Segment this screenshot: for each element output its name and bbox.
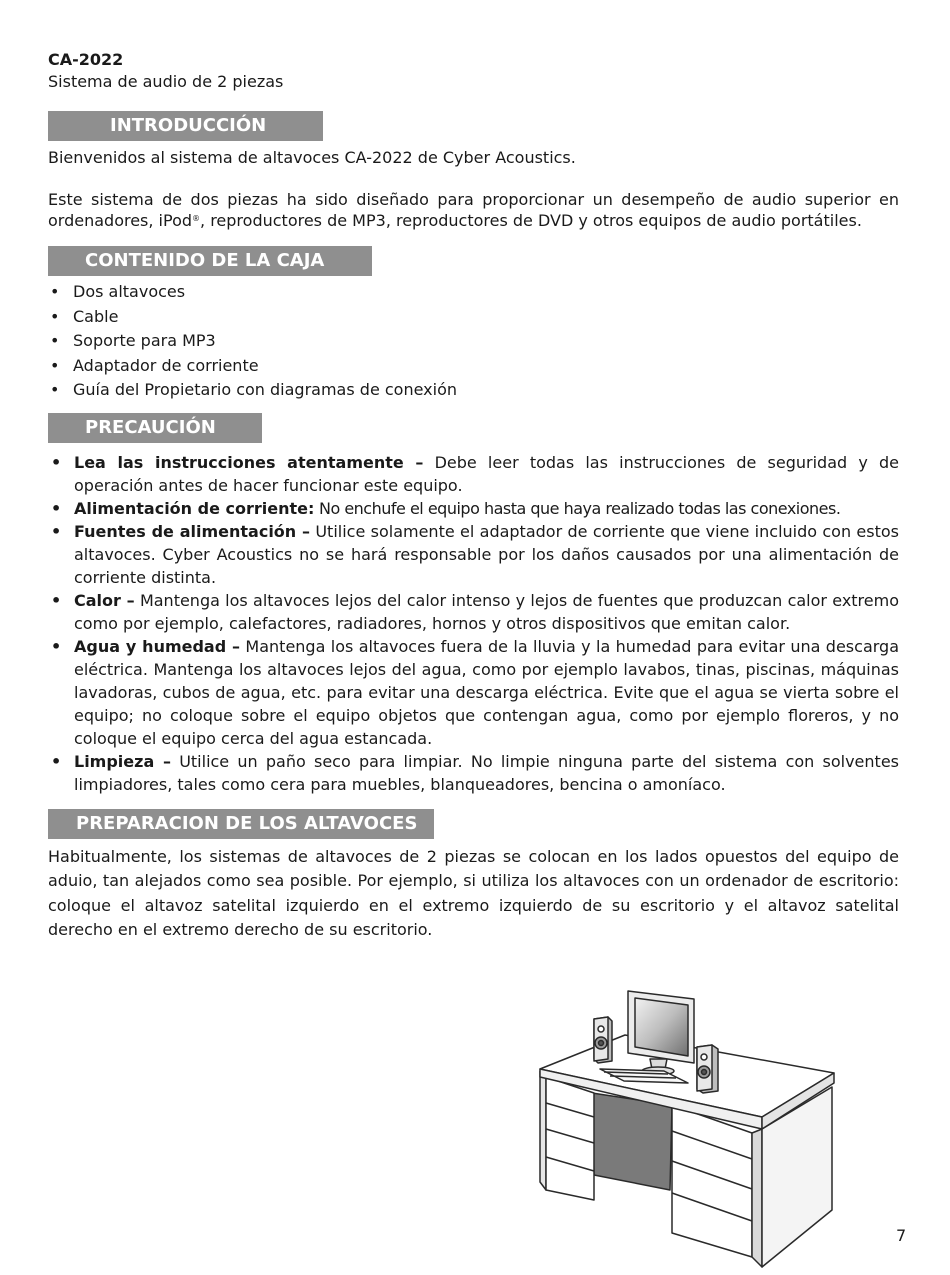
setup-heading (48, 809, 434, 839)
caution-item (48, 451, 899, 497)
desk-illustration (532, 985, 842, 1275)
model-number: CA-2022 (48, 50, 124, 69)
caution-item-text: Mantenga los altavoces lejos del calor intenso y lejos de fuentes que produzcan calor extremo como por ejemplo, calefactores, radiadores, hornos y otros dispositivos que emitan calor. (74, 590, 900, 633)
intro-heading (48, 111, 323, 141)
intro-description-part1: Este sistema de dos piezas ha sido diseñado para proporcionar un desempeño de audio superior en ordenadores, iPod (48, 190, 899, 230)
caution-heading-text: PRECAUCIÓN (85, 416, 216, 438)
intro-description (48, 189, 899, 231)
caution-item-text: Utilice solamente el adaptador de corriente que viene incluido con estos altavoces. Cyber Acoustics no se hará responsable por los daños causados por una alimentación de corriente distinta. (74, 521, 900, 587)
contents-list (48, 280, 899, 403)
caution-item-title: Limpieza – (74, 751, 171, 771)
intro-welcome: Bienvenidos al sistema de altavoces CA-2022 de Cyber Acoustics. (48, 148, 576, 167)
product-subtitle: Sistema de audio de 2 piezas (48, 72, 284, 91)
list-item: • Guía del Propietario con diagramas de conexión (48, 378, 899, 403)
caution-item-text: Mantenga los altavoces fuera de la lluvia y la humedad para evitar una descarga eléctrica. Mantenga los altavoces lejos del agua, como por ejemplo lavabos, tinas, piscinas, máquinas lavadoras, cubos de agua, etc. para evitar una descarga eléctrica. Evite que el agua se vierta sobre el equipo; no coloque sobre el equipo objetos que contengan agua, como por ejemplo floreros, y no coloque el equipo cerca del agua estancada. (74, 636, 900, 748)
caution-item-text: Debe leer todas las instrucciones de seguridad y de operación antes de hacer funcionar este equipo. (74, 452, 900, 495)
contents-heading (48, 246, 372, 276)
setup-body: Habitualmente, los sistemas de altavoces de 2 piezas se colocan en los lados opuestos del equipo de aduio, tan alejados como sea posible. Por ejemplo, si utiliza los altavoces con un ordenador de escritorio: coloque el altavoz satelital izquierdo en el extremo izquierdo de su escritorio y el altavoz satelital derecho en el extremo derecho de su escritorio. (48, 846, 899, 939)
caution-item (48, 497, 899, 520)
intro-heading-text: INTRODUCCIÓN (110, 115, 267, 136)
caution-item-text: No enchufe el equipo hasta que haya realizado todas las conexiones. (314, 498, 841, 518)
caution-item-title: Alimentación de corriente: (74, 498, 315, 518)
setup-heading-text: PREPARACION DE LOS ALTAVOCES (76, 812, 418, 834)
caution-item (48, 750, 899, 796)
page-number: 7 (896, 1226, 907, 1245)
manual-page (48, 50, 899, 943)
list-item: • Dos altavoces (48, 280, 899, 305)
contents-heading-text: CONTENIDO DE LA CAJA (85, 250, 325, 271)
caution-item-text: Utilice un paño seco para limpiar. No limpie ninguna parte del sistema con solventes limpiadores, tales como cera para muebles, blanqueadores, bencina o amoníaco. (74, 751, 899, 794)
caution-list (48, 451, 899, 796)
registered-mark: ® (192, 214, 201, 223)
caution-item (48, 520, 899, 589)
list-item: • Cable (48, 305, 899, 330)
caution-heading (48, 413, 262, 443)
caution-item-title: Fuentes de alimentación – (74, 521, 311, 541)
caution-item (48, 589, 899, 635)
caution-item (48, 635, 899, 750)
caution-item-title: Calor – (74, 590, 135, 610)
caution-item-title: Lea las instrucciones atentamente – (74, 452, 424, 472)
caution-item-title: Agua y humedad – (74, 636, 241, 656)
list-item: • Soporte para MP3 (48, 329, 899, 354)
intro-description-part2: , reproductores de MP3, reproductores de DVD y otros equipos de audio portátiles. (200, 211, 862, 230)
list-item: • Adaptador de corriente (48, 354, 899, 379)
